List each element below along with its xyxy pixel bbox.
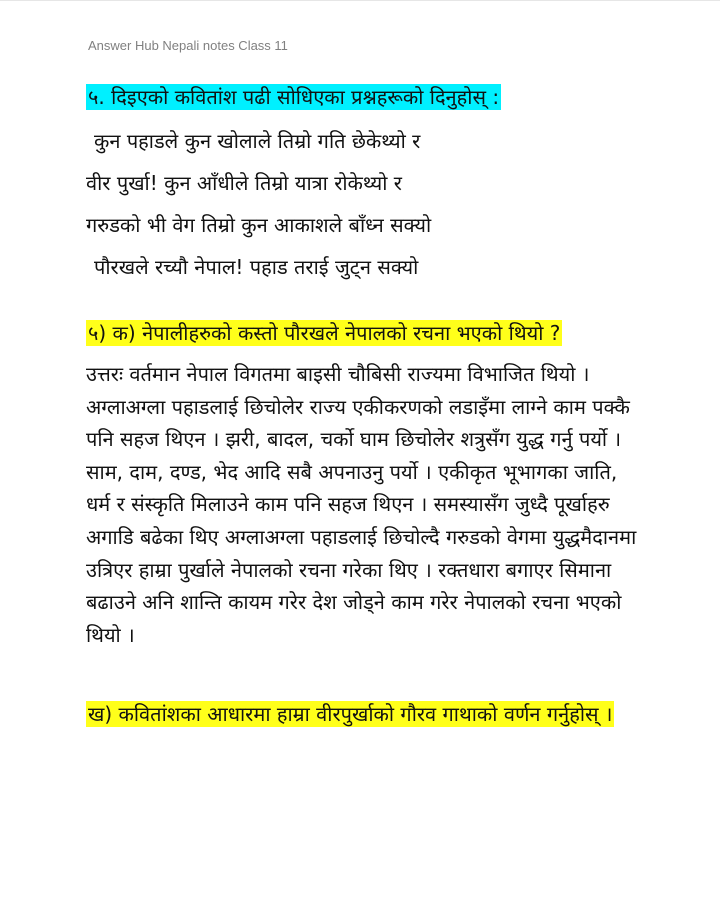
document-header: Answer Hub Nepali notes Class 11 [88,38,288,53]
poem-line: कुन पहाडले कुन खोलाले तिम्रो गति छेकेथ्यो र [94,129,421,153]
sub-question-a-text: ५) क) नेपालीहरुको कस्तो पौरखले नेपालको रचना भएको थियो ? [88,321,561,345]
poem-line: गरुडको भी वेग तिम्रो कुन आकाशले बाँध्न सक्यो [86,213,432,237]
poem-excerpt [86,126,646,282]
question-title [86,80,646,114]
poem-line: पौरखले रच्यौ नेपाल! पहाड तराई जुट्न सक्यो [94,255,419,279]
document-body [86,80,646,731]
sub-question-b [86,697,646,731]
question-title-text: ५. दिइएको कवितांश पढी सोधिएका प्रश्नहरूको दिनुहोस् : [88,85,500,109]
sub-question-b-text: ख) कवितांशका आधारमा हाम्रा वीरपुर्खाको गौरव गाथाको वर्णन गर्नुहोस् । [88,702,613,727]
sub-question-a [86,316,646,350]
poem-line: वीर पुर्खा! कुन आँधीले तिम्रो यात्रा रोकेथ्यो र [86,171,402,195]
answer-a: उत्तरः वर्तमान नेपाल विगतमा बाइसी चौबिसी राज्यमा विभाजित थियो । अग्लाअग्ला पहाडलाई छिचोलेर राज्य एकीकरणको लडाइँमा लाग्ने काम पक्कै पनि सहज थिएन । झरी, बादल, चर्को घाम छिचोलेर शत्रुसँग युद्ध गर्नु पर्यो । साम, दाम, दण्ड, भेद आदि सबै अपनाउनु पर्यो । एकीकृत भूभागका जाति, धर्म र संस्कृति मिलाउने काम पनि सहज थिएन । समस्यासँग जुध्दै पूर्खाहरु अगाडि बढेका थिए अग्लाअग्ला पहाडलाई छिचोल्दै गरुडको वेगमा युद्धमैदानमा उत्रिएर हाम्रा पुर्खाले नेपालको रचना गरेका थिए । रक्तधारा बगाएर सिमाना बढाउने अनि शान्ति कायम गरेर देश जोड्ने काम गरेर नेपालको रचना भएको थियो । [86,362,637,647]
